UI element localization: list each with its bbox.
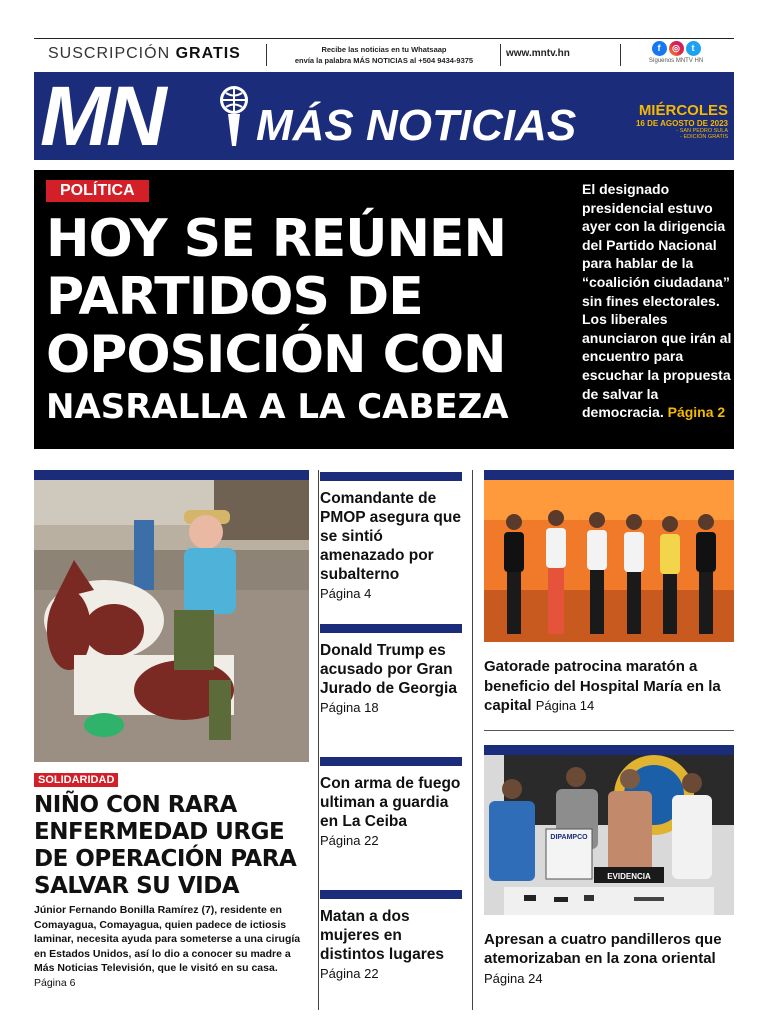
brief-item[interactable] — [320, 890, 462, 982]
section-bar — [320, 757, 462, 766]
brief-page-ref: Página 18 — [320, 700, 379, 715]
facebook-icon[interactable]: f — [652, 41, 667, 56]
issue-day: MIÉRCOLES — [638, 102, 728, 119]
brief-item[interactable] — [320, 624, 462, 716]
masthead — [34, 72, 734, 160]
feature-body — [34, 903, 309, 991]
lead-summary — [582, 180, 732, 422]
section-bar — [320, 890, 462, 899]
logo-initials[interactable]: MN — [40, 72, 163, 160]
boy-on-horse-photo — [34, 480, 309, 762]
issue-date — [636, 102, 728, 140]
subscription-free: GRATIS — [175, 45, 241, 62]
lead-headline — [46, 210, 509, 430]
column-divider — [318, 470, 319, 1010]
gang-arrest-photo — [484, 755, 734, 915]
whatsapp-line-1: Recibe las noticias en tu Whatsaap — [321, 45, 447, 54]
lead-page-ref[interactable]: Página 2 — [667, 404, 726, 421]
gang-arrest-headline-text[interactable]: Apresan a cuatro pandilleros que atemorizaban en la zona oriental — [484, 930, 722, 967]
brief-page-ref: Página 4 — [320, 586, 372, 601]
divider — [620, 44, 621, 66]
right-column — [484, 470, 734, 988]
divider — [484, 730, 734, 731]
issue-city: - SAN PEDRO SULA — [676, 128, 728, 134]
section-bar — [320, 624, 462, 633]
feature-story[interactable] — [34, 470, 309, 991]
whatsapp-line-2: envía la palabra MÁS NOTICIAS al +504 9434-9375 — [294, 56, 474, 65]
section-tag-solidaridad: SOLIDARIDAD — [34, 773, 118, 787]
brief-headline[interactable]: Donald Trump es acusado por Gran Jurado de Georgia — [320, 642, 457, 697]
headline-line: NASRALLA A LA CABEZA — [46, 387, 509, 427]
social-links — [646, 41, 706, 64]
feature-body-text: Júnior Fernando Bonilla Ramírez (7), residente en Comayagua, Comayagua, quien padece de ictiosis laminar, necesita ayuda para someterse a una cirugía en Estados Unidos, así lo dio a conocer su madre a Más Noticias Televisión, que le visitó en su casa. — [34, 904, 301, 975]
divider — [500, 44, 501, 66]
headline-line: HOY SE REÚNEN — [46, 209, 507, 269]
brief-page-ref: Página 22 — [320, 966, 379, 981]
headline-line: OPOSICIÓN CON — [46, 325, 506, 385]
gatorade-story[interactable] — [484, 470, 734, 716]
section-tag-politica: POLÍTICA — [46, 180, 149, 202]
issue-edition: - EDICIÓN GRATIS — [680, 134, 728, 140]
lead-story[interactable] — [34, 170, 734, 449]
issue-date-text: 16 DE AGOSTO DE 2023 — [635, 119, 728, 128]
headline-line: PARTIDOS DE — [46, 267, 423, 327]
top-bar — [34, 38, 734, 70]
brief-headline[interactable]: Comandante de PMOP asegura que se sintió amenazado por subalterno — [320, 490, 461, 583]
feature-headline[interactable]: NIÑO CON RARA ENFERMEDAD URGE DE OPERACIÓN PARA SALVAR SU VIDA — [34, 792, 297, 899]
brief-headline[interactable]: Con arma de fuego ultiman a guardia en La Ceiba — [320, 775, 461, 830]
lead-summary-text: El designado presidencial estuvo ayer con la dirigencia del Partido Nacional para hablar de la “coalición ciudadana” sin fines electorales. Los liberales anunciaron que irán al encuentro para escuchar la propuesta de salvar la democracia. — [582, 181, 732, 421]
subscription-promo[interactable] — [48, 45, 241, 63]
gang-arrest-story[interactable] — [484, 745, 734, 989]
subscription-label: SUSCRIPCIÓN — [48, 45, 171, 62]
brief-page-ref: Página 22 — [320, 833, 379, 848]
section-bar — [320, 472, 462, 481]
gang-arrest-headline — [484, 930, 734, 989]
gatorade-headline-text[interactable]: Gatorade patrocina maratón a beneficio del Hospital María en la capital — [484, 658, 721, 714]
section-bar — [484, 745, 734, 755]
gatorade-event-photo — [484, 480, 734, 642]
website-link[interactable]: www.mntv.hn — [506, 48, 570, 59]
microphone-globe-icon — [204, 80, 264, 152]
section-bar — [34, 470, 309, 480]
logo-name: MÁS NOTICIAS — [256, 101, 577, 150]
brief-headline[interactable]: Matan a dos mujeres en distintos lugares — [320, 908, 445, 963]
divider — [266, 44, 267, 66]
gang-arrest-page-ref: Página 24 — [484, 970, 543, 986]
twitter-icon[interactable]: t — [686, 41, 701, 56]
whatsapp-promo — [274, 44, 494, 66]
gatorade-page-ref: Página 14 — [535, 698, 595, 713]
brief-item[interactable] — [320, 472, 462, 602]
feature-page-ref[interactable]: Página 6 — [34, 976, 76, 989]
social-caption: Síguenos MNTV HN — [648, 58, 704, 64]
gatorade-headline — [484, 657, 734, 716]
section-bar — [484, 470, 734, 480]
instagram-icon[interactable]: ◎ — [669, 41, 684, 56]
column-divider — [472, 470, 473, 1010]
brief-item[interactable] — [320, 757, 462, 849]
evidencia-label: EVIDENCIA — [607, 871, 651, 881]
dipampco-label: DIPAMPCO — [550, 833, 588, 841]
